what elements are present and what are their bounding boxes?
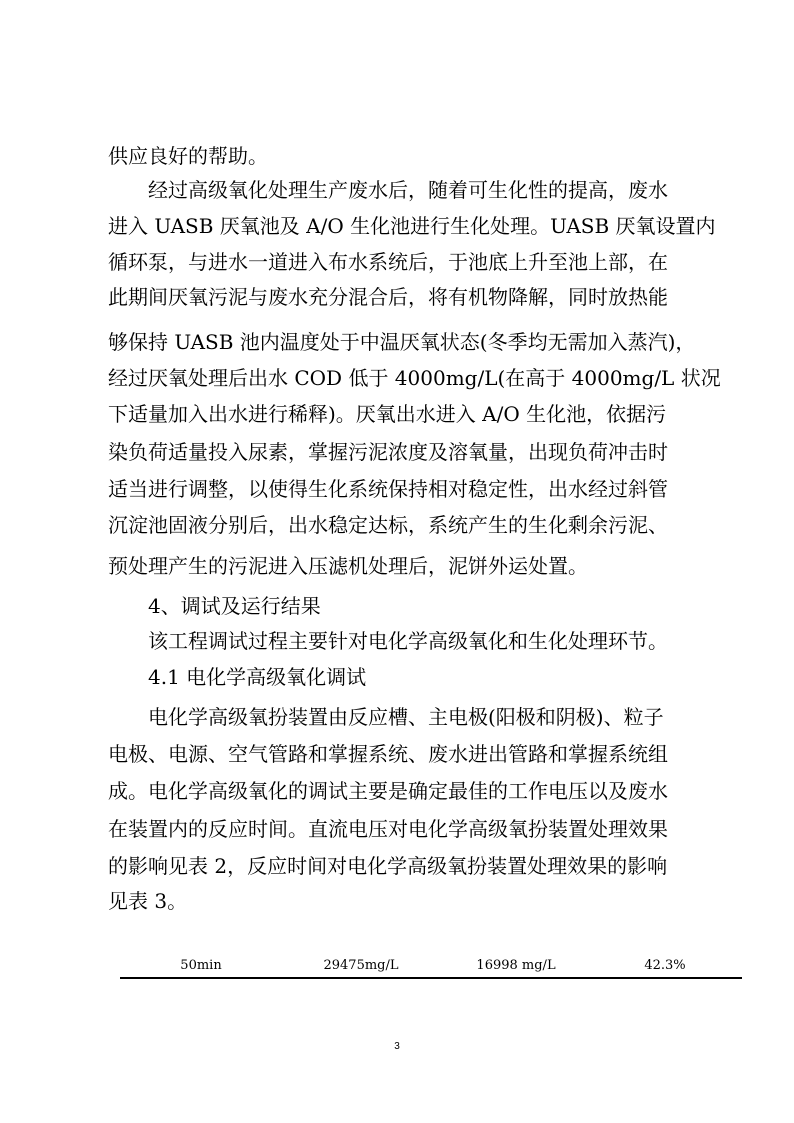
paragraph-line: 此期间厌氧污泥与废水充分混合后，将有机物降解，同时放热能 xyxy=(108,285,668,309)
table-cell-influent: 29475mg/L xyxy=(323,958,399,973)
paragraph-line: 经过厌氧处理后出水 COD 低于 4000mg/L(在高于 4000mg/L 状况 xyxy=(108,366,721,390)
paragraph-line: 进入 UASB 厌氧池及 A/O 生化池进行生化处理。UASB 厌氧设置内 xyxy=(108,214,716,238)
paragraph-line: 电极、电源、空气管路和掌握系统、废水进出管路和掌握系统组 xyxy=(108,742,668,766)
paragraph-line: 预处理产生的污泥进入压滤机处理后，泥饼外运处置。 xyxy=(108,554,588,578)
paragraph-line: 染负荷适量投入尿素，掌握污泥浓度及溶氧量，出现负荷冲击时 xyxy=(108,440,668,464)
paragraph-line: 该工程调试过程主要针对电化学高级氧化和生化处理环节。 xyxy=(148,629,668,653)
paragraph-line: 经过高级氧化处理生产废水后，随着可生化性的提高，废水 xyxy=(148,178,668,202)
paragraph-line: 适当进行调整，以使得生化系统保持相对稳定性，出水经过斜管 xyxy=(108,477,668,501)
paragraph-line: 沉淀池固液分别后，出水稳定达标，系统产生的生化剩余污泥、 xyxy=(108,513,668,537)
paragraph-line: 循环泵，与进水一道进入布水系统后，于池底上升至池上部，在 xyxy=(108,250,668,274)
paragraph-line: 成。电化学高级氧化的调试主要是确定最佳的工作电压以及废水 xyxy=(108,779,668,803)
paragraph-line: 的影响见表 2，反应时间对电化学高级氧扮装置处理效果的影响 xyxy=(108,854,668,878)
paragraph-line: 电化学高级氧扮装置由反应槽、主电极(阳极和阴极)、粒子 xyxy=(148,705,664,729)
paragraph-line: 见表 3。 xyxy=(108,889,188,913)
page-number: 3 xyxy=(394,1041,400,1052)
paragraph-line: 下适量加入出水进行稀释)。厌氧出水进入 A/O 生化池，依据污 xyxy=(108,402,667,426)
subsection-heading: 4.1 电化学高级氧化调试 xyxy=(148,665,367,689)
paragraph-line: 够保持 UASB 池内温度处于中温厌氧状态(冬季均无需加入蒸汽)， xyxy=(108,330,696,354)
table-bottom-rule xyxy=(120,977,742,979)
table-cell-effluent: 16998 mg/L xyxy=(476,958,556,973)
paragraph-line: 在装置内的反应时间。直流电压对电化学高级氧扮装置处理效果 xyxy=(108,817,668,841)
paragraph-line: 供应良好的帮助。 xyxy=(108,144,268,168)
table-cell-removal-rate: 42.3% xyxy=(644,958,686,973)
section-heading: 4、调试及运行结果 xyxy=(148,594,321,618)
table-cell-time: 50min xyxy=(180,958,222,973)
